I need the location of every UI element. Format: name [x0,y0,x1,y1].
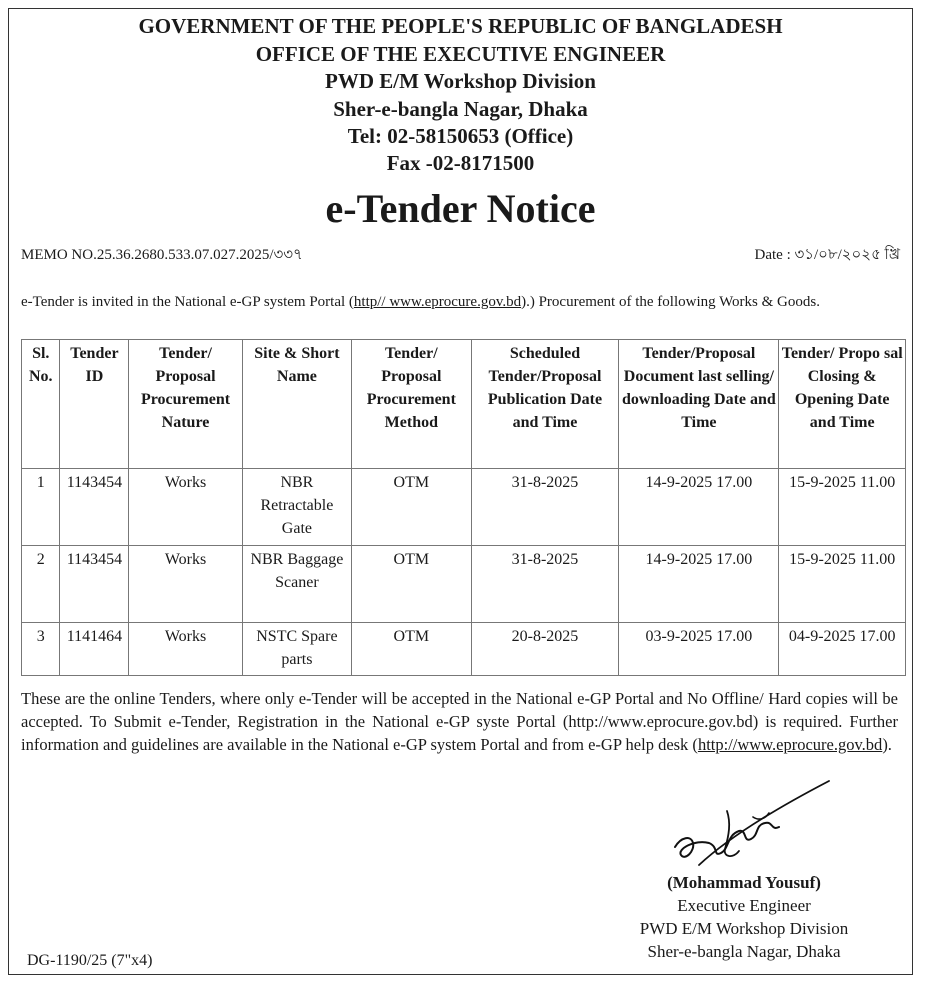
cell-last-selling: 03-9-2025 17.00 [619,623,779,676]
cell-last-selling: 14-9-2025 17.00 [619,469,779,546]
intro-text-after: ).) Procurement of the following Works & Goods. [521,294,820,310]
cell-nature: Works [129,546,242,623]
cell-sl: 1 [22,469,60,546]
header-division: PWD E/M Workshop Division [325,69,596,93]
cell-method: OTM [352,623,471,676]
cell-method: OTM [352,546,471,623]
cell-nature: Works [129,623,242,676]
table-row [22,469,906,546]
table-row [22,546,906,623]
cell-sl: 3 [22,623,60,676]
col-header-nature: Tender/ Proposal Procurement Nature [129,340,242,469]
cell-last-selling: 14-9-2025 17.00 [619,546,779,623]
col-header-last-selling: Tender/Proposal Document last selling/ downloading Date and Time [619,340,779,469]
header-government: GOVERNMENT OF THE PEOPLE'S REPUBLIC OF BANGLADESH [138,14,783,38]
notice-frame [8,8,913,975]
cell-publication: 20-8-2025 [471,623,619,676]
col-header-method: Tender/ Proposal Procurement Method [352,340,471,469]
header-address: Sher-e-bangla Nagar, Dhaka [333,97,588,121]
table-row [22,623,906,676]
cell-tender-id: 1143454 [60,469,129,546]
col-header-closing: Tender/ Propo sal Closing & Opening Date and Time [779,340,906,469]
header-tel: Tel: 02-58150653 (Office) [347,124,574,148]
tender-table [21,339,906,676]
cell-publication: 31-8-2025 [471,469,619,546]
signatory-designation: Executive Engineer [677,896,811,915]
intro-paragraph [21,293,900,312]
col-header-tender-id: Tender ID [60,340,129,469]
header-office: OFFICE OF THE EXECUTIVE ENGINEER [255,42,666,66]
page-title: e-Tender Notice [325,186,596,231]
signatory-name: (Mohammad Yousuf) [667,873,821,892]
footer-text-after: ). [882,735,892,754]
footer-paragraph [21,687,898,756]
cell-nature: Works [129,469,242,546]
intro-text: e-Tender is invited in the National e-GP system Portal ( [21,294,354,310]
col-header-publication: Scheduled Tender/Proposal Publication Date and Time [471,340,619,469]
cell-sl: 2 [22,546,60,623]
col-header-sl: Sl. No. [22,340,60,469]
signature-image [669,777,839,877]
cell-closing: 15-9-2025 11.00 [779,469,906,546]
cell-site: NBR Retractable Gate [242,469,351,546]
table-header-row [22,340,906,469]
cell-tender-id: 1141464 [60,623,129,676]
dg-number: DG-1190/25 (7"x4) [27,952,153,969]
notice-date: Date : ৩১/০৮/২০২৫ খ্রি [754,247,900,263]
col-header-site: Site & Short Name [242,340,351,469]
cell-closing: 15-9-2025 11.00 [779,546,906,623]
header-fax: Fax -02-8171500 [386,151,535,175]
signatory-address: Sher-e-bangla Nagar, Dhaka [647,942,841,961]
footer-text: These are the online Tenders, where only e-Tender will be accepted in the National e-GP Portal and No Offline/ Hard copies will be accepted. To Submit e-Tender, Registration in the National e-GP syste Portal (http://www.eprocure.gov.bd) is required. Further information and guidelines are available in the National e-GP system Portal and from e-GP help desk ( [21,689,898,754]
cell-closing: 04-9-2025 17.00 [779,623,906,676]
signatory-division: PWD E/M Workshop Division [639,919,849,938]
cell-method: OTM [352,469,471,546]
intro-portal-link[interactable]: http// www.eprocure.gov.bd [353,294,522,310]
cell-tender-id: 1143454 [60,546,129,623]
footer-portal-link[interactable]: http://www.eprocure.gov.bd [697,735,883,754]
memo-number: MEMO NO.25.36.2680.533.07.027.2025/৩৩৭ [21,247,303,263]
cell-site: NBR Baggage Scaner [242,546,351,623]
cell-site: NSTC Spare parts [242,623,351,676]
cell-publication: 31-8-2025 [471,546,619,623]
